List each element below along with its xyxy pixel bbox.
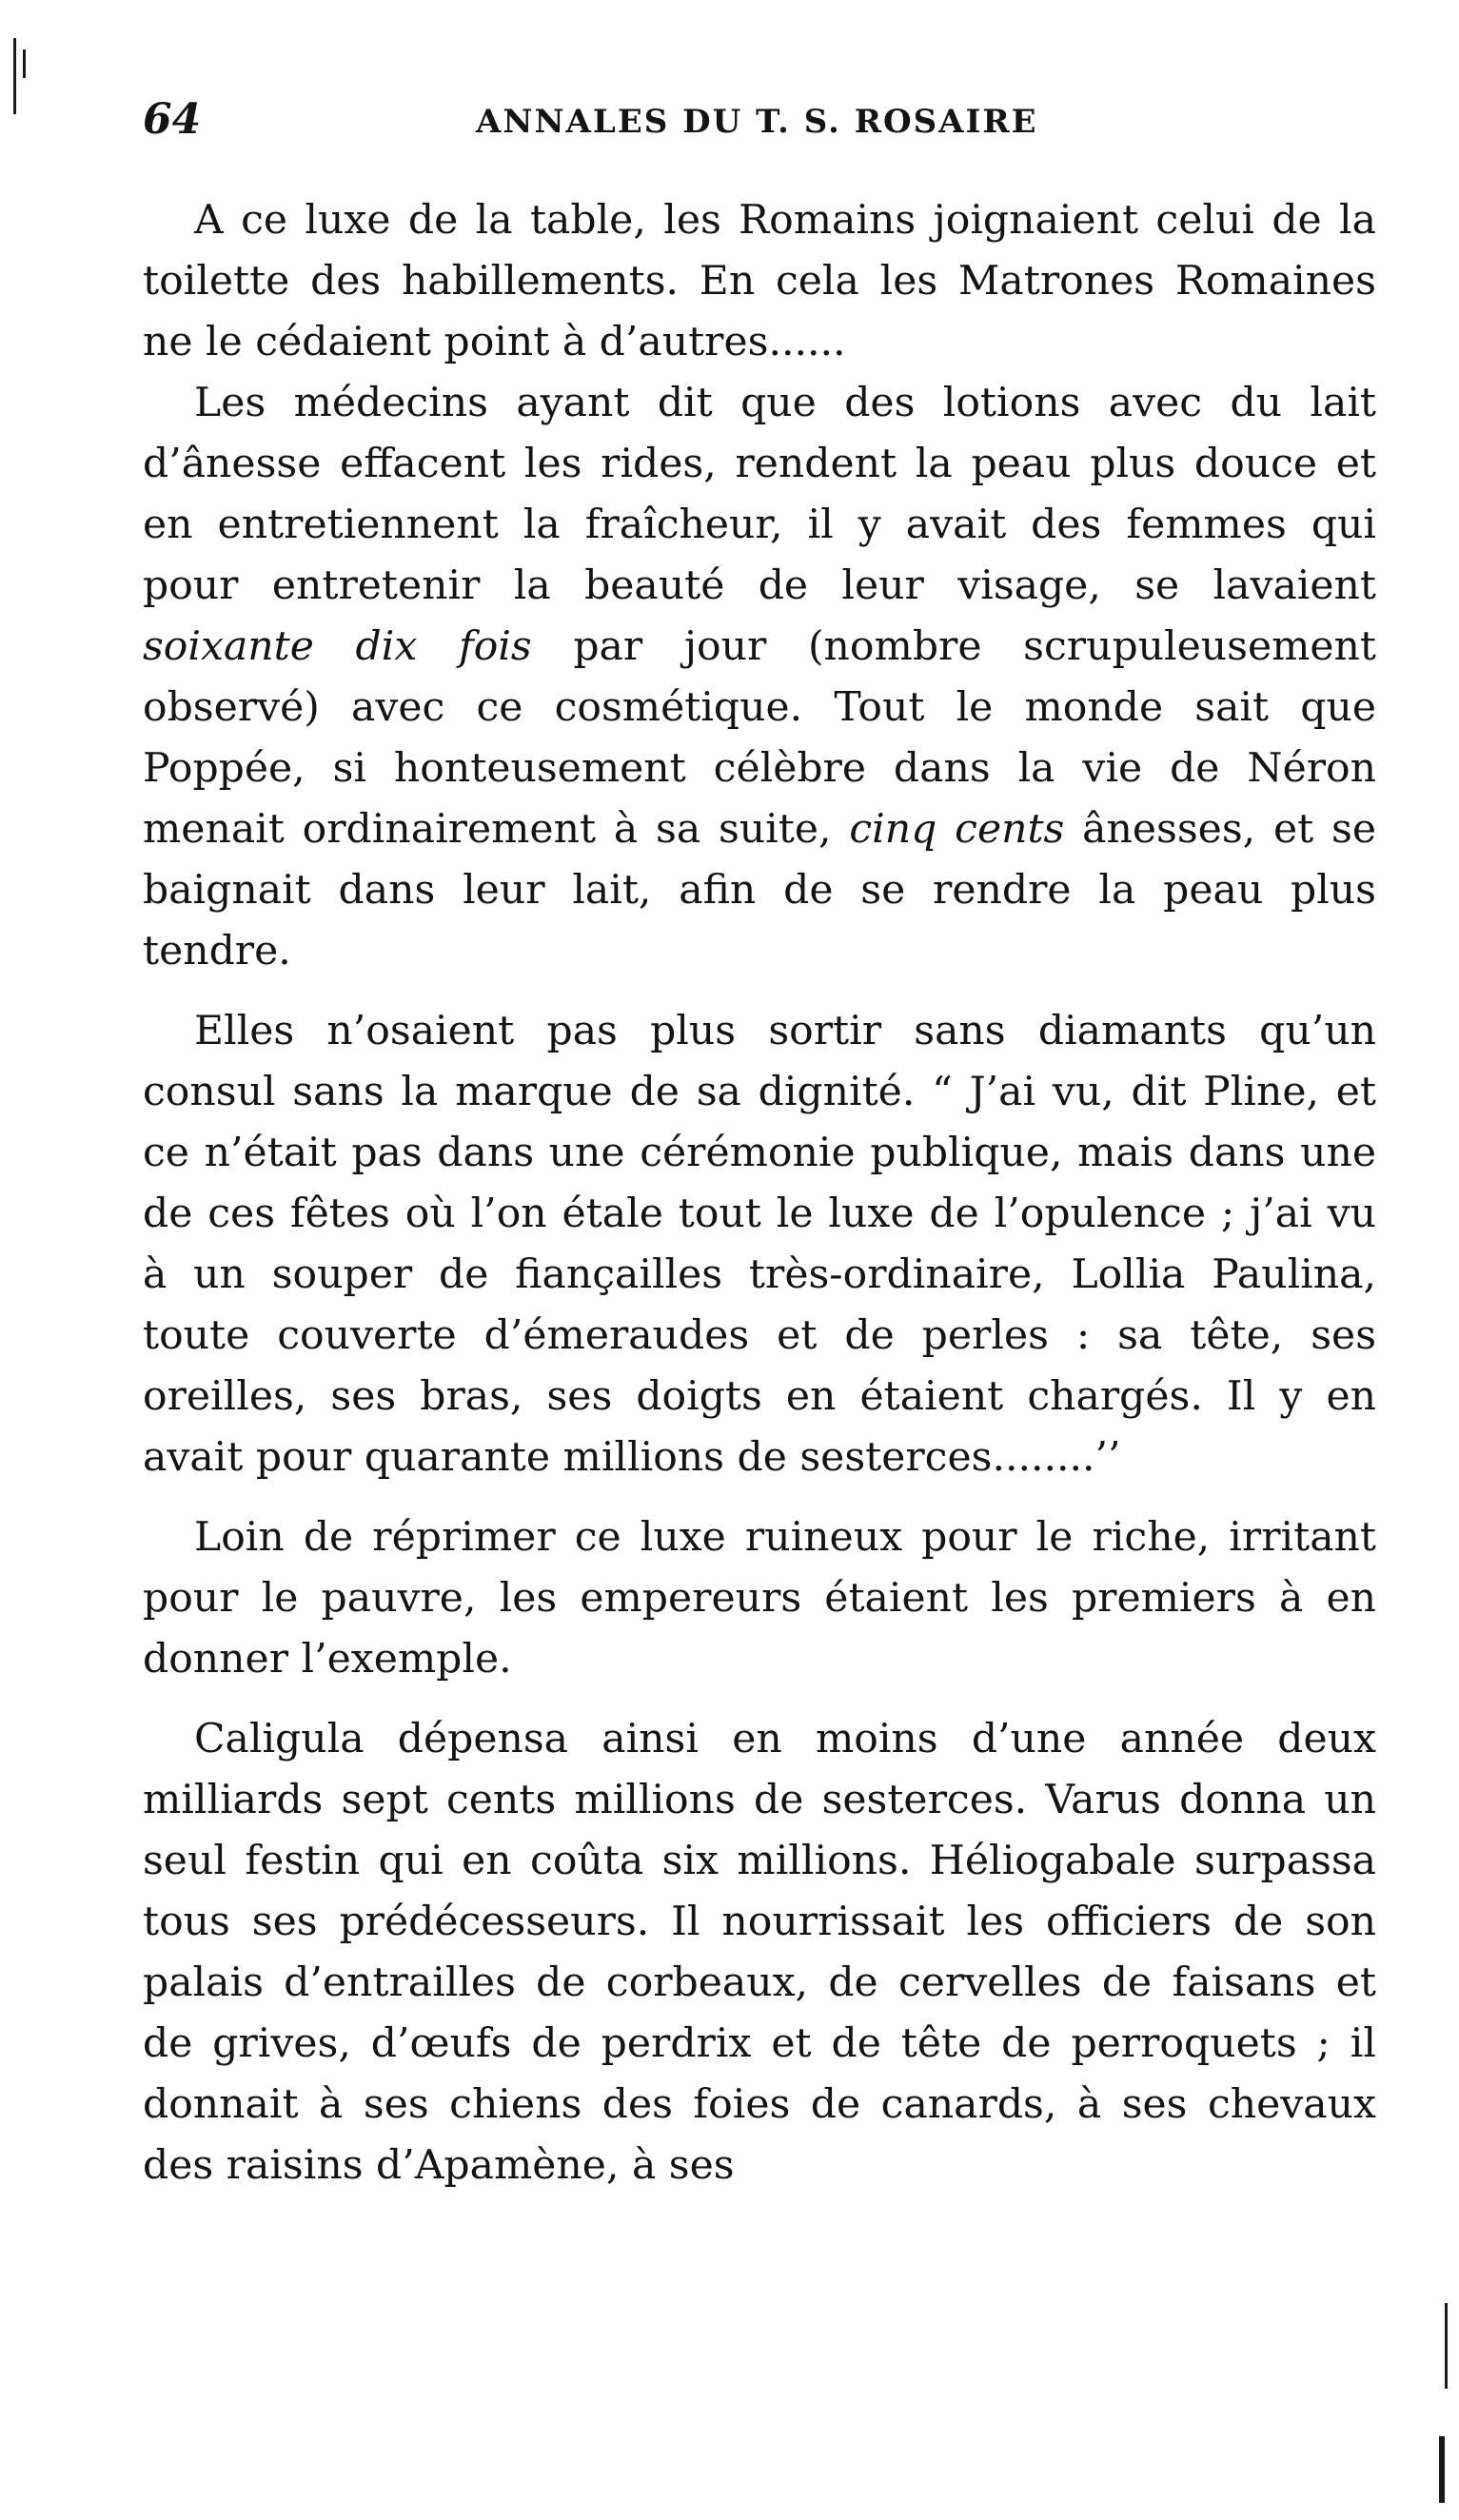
- paragraph-italic-text: cinq cents: [849, 806, 1065, 853]
- paragraph: [143, 1001, 1376, 1488]
- paragraph-text: Caligula dépensa ainsi en moins d’une année deux milliards sept cents millions de sesterces. Varus donna un seul festin qui en coûta six millions. Héliogabale surpassa tous ses prédécesseurs. Il nourrissait les officiers de son palais d’entrailles de corbeaux, de cervelles de faisans et de grives, d’œufs de perdrix et de tête de perroquets ; il donnait à ses chiens des foies de canards, à ses chevaux des raisins d’Apamène, à ses: [143, 1716, 1376, 2189]
- paragraph-text: A ce luxe de la table, les Romains joignaient celui de la toilette des habillements. En cela les Matrones Romaines ne le cédaient point à d’autres......: [143, 197, 1376, 365]
- paragraph: [143, 1507, 1376, 1690]
- page-header: [143, 95, 1380, 152]
- scan-mark-right-bottom: [1445, 2303, 1448, 2389]
- paragraph-text: Les médecins ayant dit que des lotions avec du lait d’ânesse effacent les rides, rendent la peau plus douce et en entretiennent la fraîcheur, il y avait des femmes qui pour entretenir la beauté de leur visage, se lavaient: [143, 380, 1376, 609]
- page-number: 64: [143, 95, 202, 144]
- paragraph: [143, 190, 1376, 373]
- paragraph-italic-text: soixante dix fois: [143, 623, 532, 670]
- paragraph-text: Loin de réprimer ce luxe ruineux pour le riche, irritant pour le pauvre, les empereurs étaient les premiers à en donner l’exemple.: [143, 1514, 1376, 1683]
- scan-mark-left-top: [13, 38, 16, 114]
- paragraph: [143, 1709, 1376, 2196]
- running-head: ANNALES DU T. S. ROSAIRE: [476, 103, 1038, 141]
- paragraph-text: par jour (nombre scrupuleusement observé) avec ce cosmétique. Tout le monde sait que Poppée, si honteusement célèbre dans la vie de Néron menait ordinairement à sa suite,: [143, 623, 1376, 853]
- paragraph-text: ânesses, et se baignait dans leur lait, afin de se rendre la peau plus tendre.: [143, 806, 1376, 975]
- paragraph: [143, 373, 1376, 982]
- scan-mark-left-top-2: [23, 49, 26, 78]
- body-text: [143, 190, 1376, 2196]
- paragraph-text: Elles n’osaient pas plus sortir sans diamants qu’un consul sans la marque de sa dignité. “ J’ai vu, dit Pline, et ce n’était pas dans une cérémonie publique, mais dans une de ces fêtes où l’on étale tout le luxe de l’opulence ; j’ai vu à un souper de fiançailles très-ordinaire, Lollia Paulina, toute couverte d’émeraudes et de perles : sa tête, ses oreilles, ses bras, ses doigts en étaient chargés. Il y en avait pour quarante millions de sesterces........’’: [143, 1008, 1376, 1481]
- scan-mark-right-bottom-2: [1439, 2436, 1445, 2503]
